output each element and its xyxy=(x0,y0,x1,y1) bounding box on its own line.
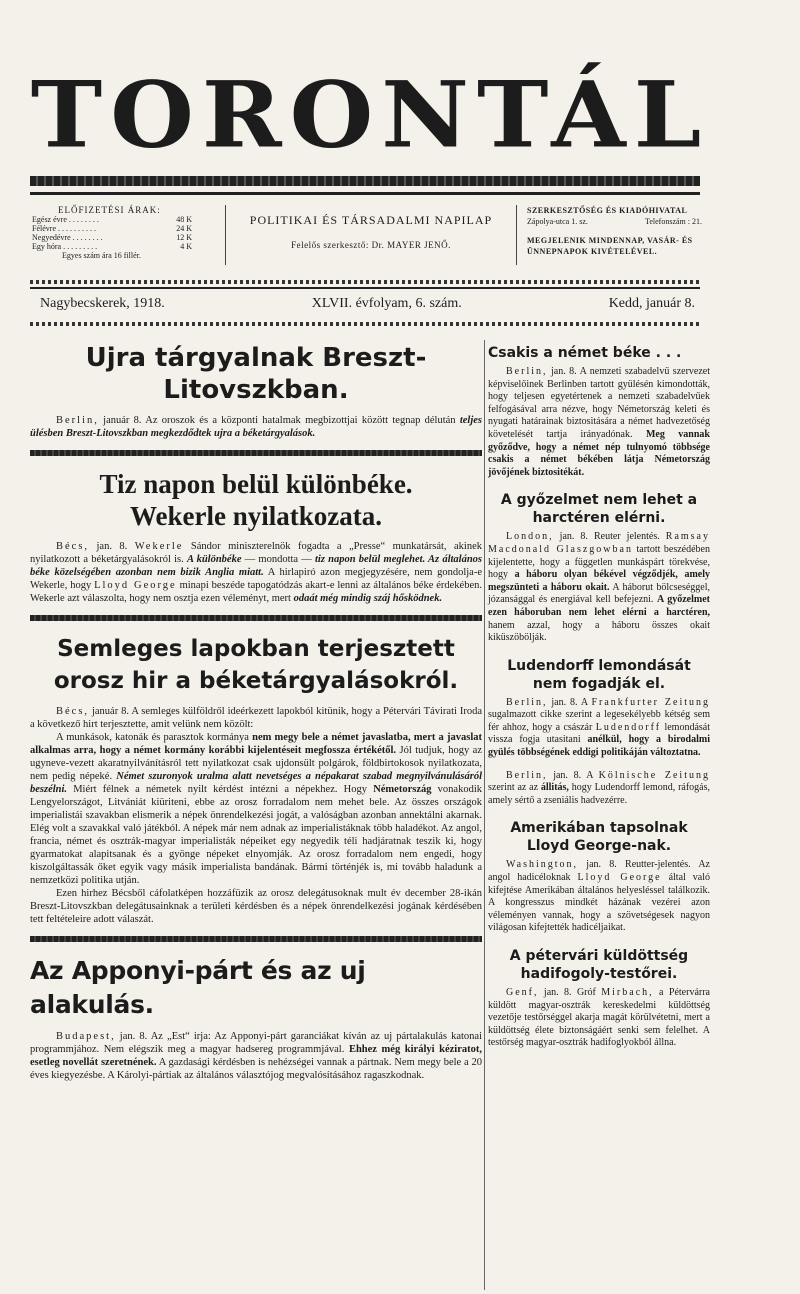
price-period: Egész évre . . . . . . . . xyxy=(32,215,99,224)
article-dateline: Berlin, xyxy=(506,769,548,781)
article-text: jan. 8. Gróf xyxy=(538,987,602,998)
newspaper-name: Frankfurter Zeitung xyxy=(591,696,710,708)
article-text-emphasis: A különbéke xyxy=(186,554,242,565)
article-text-emphasis: tiz napon belül meglehet. Az általános béke közelségében azonban nem bizik Anglia miatt. xyxy=(30,554,483,578)
editor-line: Felelős szerkesztő: Dr. MAYER JENŐ. xyxy=(291,240,451,250)
subheadline: Wekerle nyilatkozata. xyxy=(130,501,382,531)
article-text: jan. 8. Az „Est“ irja: Az Apponyi-párt garanciákat kíván az uj pártalakulás katonai programmjához. Nem elégszik meg a magyar hadsereg programmjával. xyxy=(30,1031,482,1055)
article-dateline: Genf, xyxy=(506,987,539,998)
office-info xyxy=(527,205,702,270)
headline: Semleges lapokban terjesztett xyxy=(57,636,455,662)
price-row xyxy=(32,242,192,251)
subscription-label: ELŐFIZETÉSI ÁRAK: xyxy=(58,205,161,215)
article-text: által való kifejtése Amerikában általános helyesléssel találkozik. A kongresszus mindkét házának vezérei azon véleményen vannak, hogy a szövetségesek nagyon világosan kifejtették hadicéljaikat. xyxy=(488,872,710,934)
place-year: Nagybecskerek, 1918. xyxy=(40,296,165,311)
headline: A pétervári küldöttség hadifogoly-testőrei. xyxy=(509,948,689,982)
article-text: január 8. Az oroszok és a központi hatalmak megbizottjai között tegnap délután xyxy=(98,415,460,426)
single-copy-price: Egyes szám ára 16 fillér. xyxy=(62,251,141,260)
article-body xyxy=(488,987,710,1050)
article-text-bold: a háboru olyan békével végződjék, amely megszünteti a háboru okait. xyxy=(488,569,711,593)
article-text: jan. 8. Reuter jelentés. xyxy=(553,531,666,543)
paper-subtitle: POLITIKAI ÉS TÁRSADALMI NAPILAP xyxy=(249,213,493,227)
headline: Ludendorff lemondását nem fogadják el. xyxy=(507,657,691,692)
article-text: jan. 8. A nemzeti szabadelvű szervezet képviselőinek Berlinben tartott gyülésén kimondották, hogy teljesen egyetértenek a nemzeti szabadelvűek felfogásával arra nézve, hogy Németország keleti és nyugati határainak biztositására a német hadvezetőség követelését tartja irányadónak. xyxy=(488,366,710,440)
article-text: minapi beszéde tapogatódzás akart-e lenni az általános béke érdekében. Wekerle azt válaszolta, hogy nem osztja ezen véleményt, mert xyxy=(30,580,483,604)
article-text: január 8. A semleges külföldről ideérkezett lapokból kitünik, hogy a Pétervári Távirati Iroda a következő hirt terjesztette, amit velünk nem közölt: xyxy=(30,706,482,730)
article-text-emphasis: odaát még mindig száj hősködnek. xyxy=(293,593,443,604)
article-dateline: Bécs, xyxy=(56,541,90,552)
price-period: Félévre . . . . . . . . . . xyxy=(32,224,96,233)
person-name: Ramsay Macdonald Glaszgowban xyxy=(488,531,710,555)
article-text: hogy Ludendorff lemond, ráfogás, amely sértő a zseniális hadvezérre. xyxy=(488,782,710,806)
article-text: vonakodik Lengyelországot, Litvániát kiüriteni, ebbe az orosz forradalom nem mehet bele. Az összes országok imperialistái szavakban elismerik a népek önrendelkezési jogát, a valóságban azonban annektálni akarnak. Elég volt a szavakkal való játékból. A népek már nem adnak az imperialistáknak több haladékot. Az angol, francia, német és osztrák-magyar imperialisták népeiket egy negyedik téli hadjáratnak teszik ki, hogy gyarmatokat alapitsanak és a gyönge népeket elnyomják. Az orosz forradalom nem engedi, hogy kiszolgáltassák őket egyik vagy másik imperialista bandának. Bármi történjék is, mi tovább haladunk a nemzetközi politika utján. xyxy=(30,784,483,886)
article-body xyxy=(488,366,710,479)
article-text: szerint az az xyxy=(488,782,541,794)
article-separator xyxy=(30,450,482,456)
article-body xyxy=(30,1030,482,1082)
article-text-emphasis: Német szuronyok uralma alatt nevetséges a népakarat szabad megnyilvánulásáról beszélni. xyxy=(30,771,482,795)
article-body xyxy=(488,697,710,808)
article-text-emphasis: teljes ülésben Breszt-Litovszkban megkezdődtek ujra a béketárgyalások. xyxy=(30,415,482,439)
price-value: 12 K xyxy=(176,233,192,242)
headline: Az Apponyi-párt és az uj alakulás. xyxy=(30,956,366,1019)
article-text: — mondotta — xyxy=(241,554,315,565)
article-dateline: Budapest, xyxy=(56,1031,116,1042)
publication-schedule: MEGJELENIK MINDENNAP, VASÁR- ÉS ÜNNEPNAPOK KIVÉTELÉVEL. xyxy=(527,236,693,256)
article-body xyxy=(30,540,482,605)
article-dateline: Washington, xyxy=(506,859,579,871)
info-divider xyxy=(516,205,517,265)
article-apponyi xyxy=(30,954,482,1082)
price-value: 24 K xyxy=(176,224,192,233)
person-name: Wekerle xyxy=(134,541,184,552)
article-separator xyxy=(30,936,482,942)
article-text-bold: A győzelmet ezen háboruban nem lehet elérni a harctéren, xyxy=(488,594,710,618)
price-table xyxy=(32,215,192,251)
subscription-prices xyxy=(30,205,215,270)
article-separator xyxy=(30,615,482,621)
info-rule-thin xyxy=(30,287,700,289)
article-dateline: Berlin, xyxy=(506,696,548,708)
issue-number: XLVII. évfolyam, 6. szám. xyxy=(311,296,462,311)
price-value: 4 K xyxy=(180,242,192,251)
price-row xyxy=(32,233,192,242)
article-bresztlitovszk xyxy=(30,342,482,440)
article-body xyxy=(488,859,710,935)
address-row xyxy=(527,216,702,227)
article-text: jan. 8. Reutter-jelentés. Az angol hadicéloknak xyxy=(488,859,710,884)
headline: Csakis a német béke . . . xyxy=(488,345,682,361)
column-divider xyxy=(484,340,485,1290)
headline: A győzelmet nem lehet a harctéren elérni. xyxy=(500,492,698,527)
office-label: SZERKESZTŐSÉG ÉS KIADÓHIVATAL xyxy=(527,206,688,215)
person-name: Mirbach, xyxy=(601,987,654,998)
article-macdonald xyxy=(488,491,710,644)
article-peterburg-delegation xyxy=(488,947,710,1050)
dateline-rule xyxy=(30,322,700,326)
info-rule xyxy=(30,280,700,284)
article-text-bold: nem megy bele a német javaslatba, mert a javaslat alkalmas arra, hogy a német kormány korábbi kijelentéseit megfossza értékétől. xyxy=(30,732,482,756)
article-neutral-papers xyxy=(30,633,482,926)
right-column xyxy=(488,338,710,1050)
masthead-rule xyxy=(30,176,700,186)
address: Zápolya-utca 1. sz. xyxy=(527,217,588,226)
headline: Ujra tárgyalnak Breszt-Litovszkban. xyxy=(85,343,427,405)
person-name: Ludendorff xyxy=(595,721,662,733)
headline: Amerikában tapsolnak Lloyd George-nak. xyxy=(510,820,688,855)
article-dateline: Bécs, xyxy=(56,706,90,717)
article-text: Sándor miniszterelnök fogadta a „Presse“ munkatársát, akinek nyilatkozott a béketárgyalásokról is. xyxy=(30,541,482,565)
article-text-bold: Meg vannak győződve, hogy a német nép tulnyomó többsége csakis a német békében látja Németország jövőjének biztositékát. xyxy=(488,428,710,478)
price-period: Egy hóra . . . . . . . . . xyxy=(32,242,98,251)
article-dateline: London, xyxy=(506,531,554,543)
article-text: A hirlapiró azon megjegyzésére, nem gondolja-e Wekerle, hogy xyxy=(30,567,482,591)
article-text-bold: anélkül, hogy a birodalmi gyülés többségének eddigi politikáján változtatna. xyxy=(488,734,710,759)
subheadline: orosz hir a béketárgyalásokról. xyxy=(53,668,459,694)
info-divider xyxy=(225,205,226,265)
issue-date: Kedd, január 8. xyxy=(608,296,695,311)
center-info xyxy=(236,205,506,270)
article-body xyxy=(30,414,482,440)
article-text-bold: állitás, xyxy=(540,782,569,794)
person-name: Lloyd George xyxy=(94,580,177,591)
phone: Telefonszám : 21. xyxy=(645,217,702,226)
article-text: Miért félnek a németek nyilt kérdést intézni a népekhez. Hogy xyxy=(67,784,374,795)
person-name: Lloyd George xyxy=(577,872,662,884)
masthead-rule-thin xyxy=(30,192,700,195)
article-text: a Pétervárra küldött magyar-osztrák kereskedelmi küldöttség vezetője testőrséggel akarja magát körülvétetni, mert a küldöttség élete biztonságáért senki sem felelhet. A testőrség magyar-osztrák hadifoglyokból állna. xyxy=(488,987,710,1049)
article-text: sugalmazott cikke szerint a legesekélyebb kétség sem fér ahhoz, hogy a császár xyxy=(488,709,710,733)
article-text: A gazdasági kérdésben is nehézségei vannak a pártnak. Nem megy bele a 20 éves kiegyezésbe. A Károlyi-pártiak az általános választójog megvalósításához ragaszkodnak. xyxy=(30,1057,483,1081)
article-paragraph: Ezen hirhez Bécsből cáfolatképen hozzáfüzik az orosz delegátusoknak mult év december 28-ikán Breszt-Litovszkban delegátusainknak a területi kérdésben és a népek önrendelkezési jogának kérdésében tett feltételeire adott válaszát. xyxy=(30,888,482,925)
headline: Tiz napon belül különbéke. xyxy=(99,469,413,499)
article-nemet-beke xyxy=(488,344,710,479)
newspaper-name: Kölnische Zeitung xyxy=(598,769,710,781)
article-lloyd-george xyxy=(488,819,710,935)
article-text: A munkások, katonák és parasztok kormánya xyxy=(56,732,253,743)
article-text-bold: Németország xyxy=(373,784,432,795)
info-bar xyxy=(30,205,710,270)
price-value: 48 K xyxy=(176,215,192,224)
left-column xyxy=(30,338,482,1082)
article-text: lemondását vissza fogja utasitani xyxy=(488,721,711,746)
article-text: A háborut bölcseséggel, józansággal és energiával kell befejezni. xyxy=(488,581,710,606)
price-row xyxy=(32,215,192,224)
article-text: jan. 8. A xyxy=(547,696,592,708)
article-text: jan. 8. xyxy=(89,541,135,552)
article-body xyxy=(30,705,482,926)
price-row xyxy=(32,224,192,233)
dateline xyxy=(40,296,695,312)
article-dateline: Berlin, xyxy=(56,415,99,426)
article-wekerle xyxy=(30,468,482,605)
article-dateline: Berlin, xyxy=(506,366,548,377)
article-body xyxy=(488,531,710,644)
article-text: hanem azzal, hogy a háboru összes okait kiküszöbölják. xyxy=(488,619,710,644)
article-text: Jól tudjuk, hogy az ugyneve-vezett akaratnyilvánításról tett nyilatkozat csak ujdonsült polgárok, földbirtokosok nyilatkozata, nem pedig népeké. xyxy=(30,745,482,782)
price-period: Negyedévre . . . . . . . . xyxy=(32,233,103,242)
article-text: tartott beszédében kijelentette, hogy a független munkáspárt törekvése, hogy xyxy=(488,543,710,581)
article-text-bold: Ehhez még királyi kéziratot, esetleg novellát szeretnének. xyxy=(30,1044,482,1068)
article-ludendorff xyxy=(488,657,710,808)
masthead xyxy=(30,60,710,170)
article-text: jan. 8. A xyxy=(547,769,599,781)
newspaper-title: TORONTÁL xyxy=(30,60,710,169)
